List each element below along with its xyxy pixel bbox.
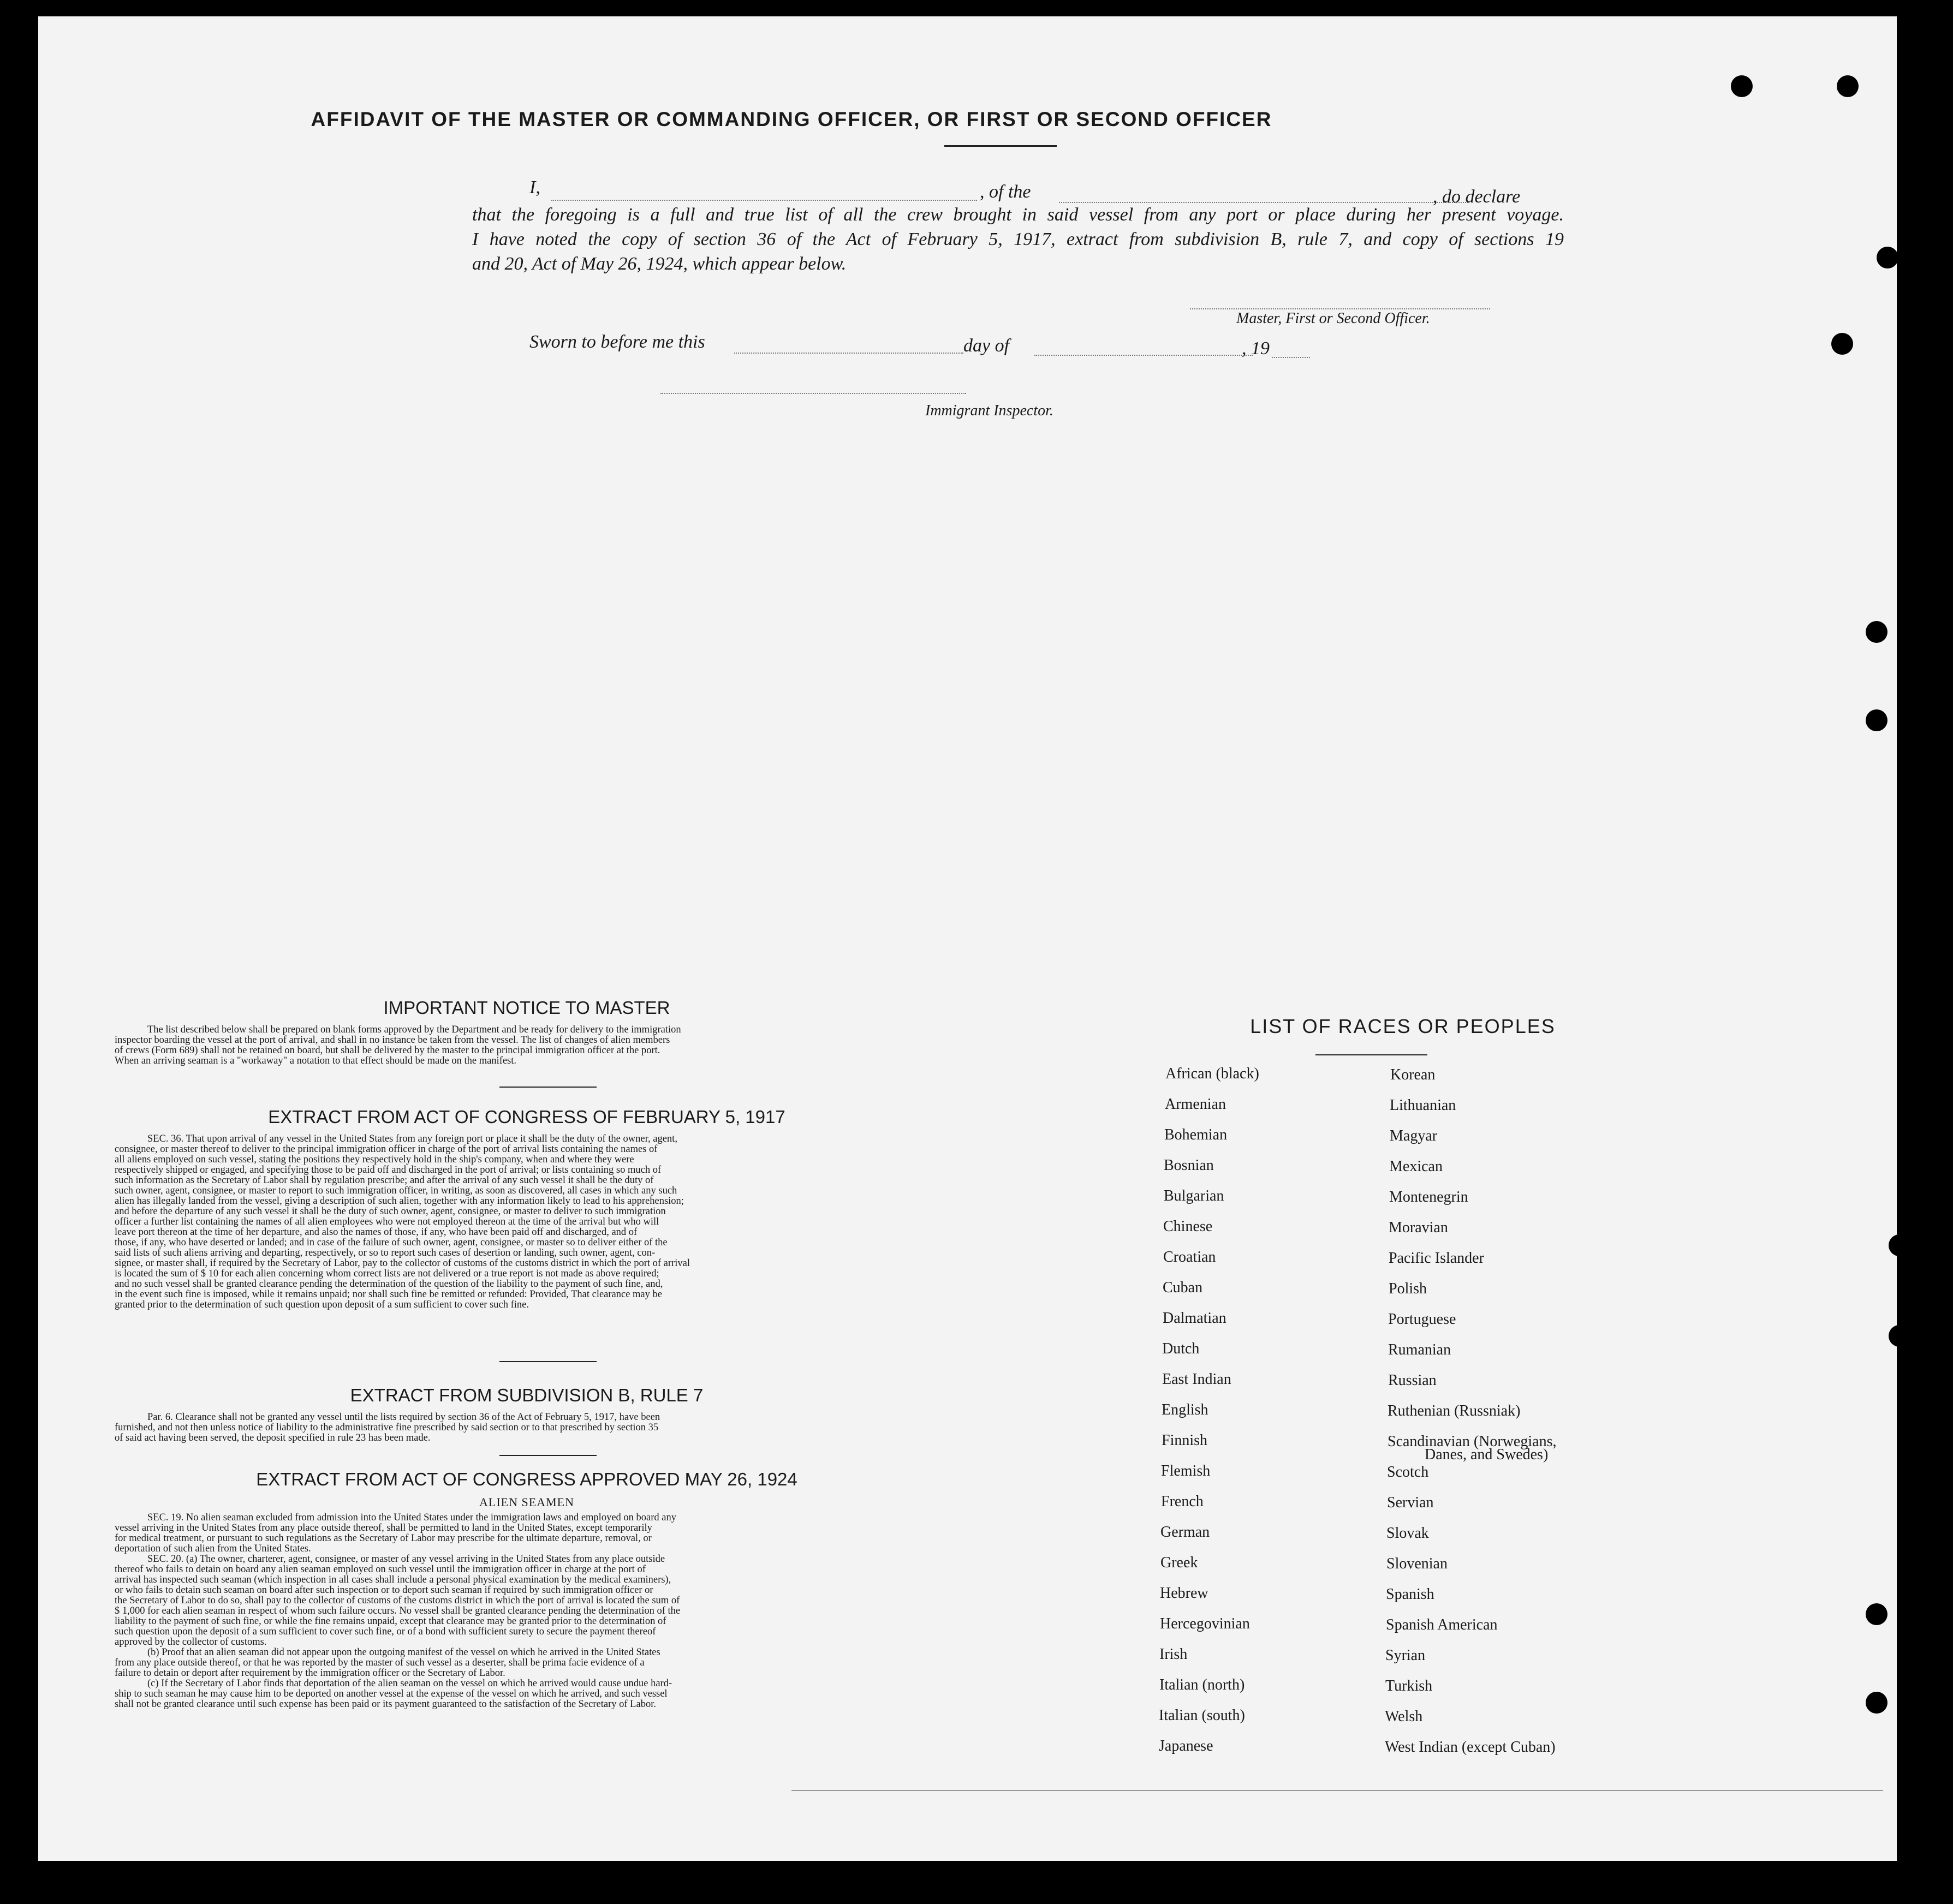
rule7-title: EXTRACT FROM SUBDIVISION B, RULE 7 [350,1385,704,1405]
punch-hole-icon [1866,709,1887,731]
race-item: Pacific Islander [1389,1250,1484,1267]
race-item: Polish [1389,1280,1427,1297]
sworn-month-blank[interactable] [1034,355,1253,356]
affidavit-i: I, [529,177,540,198]
race-item: Greek [1160,1554,1198,1571]
race-item: African (black) [1165,1065,1259,1082]
race-item: Lithuanian [1390,1097,1456,1114]
race-item: Cuban [1163,1279,1203,1296]
extract-1917-body: SEC. 36. That upon arrival of any vessel in the United States from any foreign port or place it shall be the duty of the owner, agent, consignee, or master thereof to deliver to the principal immigration officer in charge of the port of arrival lists containing the names of all aliens employed on such vessel, stating the positions they respectively hold in the ship's company, when and where they were respectively shipped or engaged, and specifying those to be paid off and discharged in the port of arrival; or lists containing so much of such information as the Secretary of Labor shall by regulation prescribe; and after the arrival of any such vessel it shall be the duty of such owner, agent, consignee, or master to report to such immigration officer, in writing, as soon as discovered, all cases in which any such alien has illegally landed from the vessel, giving a description of such alien, together with any information likely to lead to his apprehension; and before the departure of any such vessel it shall be the duty of such owner, agent, consignee, or master to deliver to such immigration officer a further list containing the names of all alien employees who were not employed thereon at the time of the arrival but who will leave port thereon at the time of her departure, and also the names of those, if any, who have been paid off and discharged, and of those, if any, who have deserted or landed; and in case of the failure of such owner, agent, consignee, or master so to deliver either of the said lists of such aliens arriving and departing, respectively, or so to report such cases of desertion or landing, such owner, agent, con- signee, or master shall, if required by the Secretary of Labor, pay to the collector of customs of the customs district in which the port of arrival is located the sum of $ 10 for each alien concerning whom correct lists are not delivered or a true report is not made as above required; and no such vessel shall be granted clearance pending the determination of the question of the liability to the payment of such fine, and, in the event such fine is imposed, while it remains unpaid; nor shall such fine be remitted or refunded: Provided, That clearance may be granted prior to the determination of such question upon deposit of a sum sufficient to cover such fine. [115,1133,690,1310]
affidavit-line-3: I have noted the copy of section 36 of the Act of February 5, 1917, extract from subdivision B, rule 7, and copy of sections 19 [472,229,1564,249]
extract-1924-title: EXTRACT FROM ACT OF CONGRESS APPROVED MAY 26, 1924 [256,1469,797,1489]
race-item: Mexican [1389,1158,1443,1175]
form-page [38,16,1897,1861]
extract-1917-rule [499,1361,597,1362]
name-blank[interactable] [551,200,977,201]
race-item: Flemish [1161,1463,1211,1479]
race-item: Hebrew [1160,1585,1208,1602]
year-blank[interactable] [1272,357,1310,358]
extract-1917-title: EXTRACT FROM ACT OF CONGRESS OF FEBRUARY 5, 1917 [268,1107,785,1127]
race-item: Moravian [1389,1219,1448,1236]
race-item: Armenian [1165,1096,1226,1113]
title-rule [944,145,1057,147]
race-item: Welsh [1385,1708,1423,1725]
race-item: Irish [1159,1646,1188,1663]
race-item: West Indian (except Cuban) [1385,1739,1556,1756]
race-item: East Indian [1162,1371,1231,1388]
race-item: English [1162,1401,1208,1418]
sworn-label: Sworn to before me this [529,332,705,352]
race-item: Scotch [1387,1464,1429,1481]
race-item: Bosnian [1164,1157,1214,1174]
day-of-label: day of [963,336,1010,356]
race-item: Syrian [1385,1647,1426,1664]
year-label: , 19 [1242,338,1270,359]
race-item: Portuguese [1388,1311,1456,1328]
affidavit-of-the: , of the [980,182,1031,202]
punch-hole-icon [1889,1234,1897,1256]
race-item: Croatian [1163,1249,1216,1266]
signature-blank[interactable] [1190,308,1490,309]
bottom-border-line [791,1790,1883,1791]
affidavit-line-2: that the foregoing is a full and true list of all the crew brought in said vessel from any port or place during her present voyage. [472,205,1564,225]
inspector-label: Immigrant Inspector. [925,402,1053,419]
race-item: Spanish [1386,1586,1434,1603]
race-item: Rumanian [1388,1341,1451,1358]
race-item: Danes, and Swedes) [1425,1446,1549,1463]
sworn-day-blank[interactable] [734,353,963,354]
inspector-signature-blank[interactable] [660,393,966,394]
notice-rule [499,1087,597,1088]
race-item: Russian [1388,1372,1437,1389]
race-item: Italian (north) [1159,1676,1245,1693]
race-item: Korean [1390,1066,1436,1083]
race-item: Servian [1387,1494,1434,1511]
race-item: Japanese [1159,1738,1213,1754]
notice-body: The list described below shall be prepared on blank forms approved by the Department and be ready for delivery to the immigration inspector boarding the vessel at the port of arrival, and shall in no instance be taken from the vessel. The list of changes of alien members of crews (Form 689) shall not be retained on board, but shall be delivered by the master to the principal immigration officer at the port. When an arriving seaman is a "workaway" a notation to that effect should be made on the manifest. [115,1024,681,1066]
race-item: Chinese [1163,1218,1213,1235]
punch-hole-icon [1889,1325,1897,1347]
race-item: Montenegrin [1389,1189,1468,1205]
race-item: Bulgarian [1164,1187,1224,1204]
rule7-rule [499,1455,597,1456]
race-item: Scandinavian (Norwegians, [1388,1433,1557,1450]
race-item: Spanish American [1386,1616,1498,1633]
affidavit-do-declare: , do declare [1433,187,1521,207]
extract-1924-subtitle: ALIEN SEAMEN [479,1495,574,1509]
punch-hole-icon [1866,621,1887,643]
race-item: Ruthenian (Russniak) [1388,1402,1521,1419]
extract-1924-body: SEC. 19. No alien seaman excluded from admission into the United States under the immigration laws and employed on board any vessel arriving in the United States from any place outside thereof, shall be permitted to land in the United States, except temporarily for medical treatment, or pursuant to such regulations as the Secretary of Labor may prescribe for the ultimate departure, removal, or deportation of such alien from the United States. SEC. 20. (a) The owner, charterer, agent, consignee, or master of any vessel arriving in the United States from any place outside thereof who fails to detain on board any alien seaman employed on such vessel until the immigration officer in charge at the port of arrival has inspected such seaman (which inspection in all cases shall include a personal physical examination by the medical examiners), or who fails to detain such seaman on board after such inspection or to deport such seaman if required by such immigration officer or the Secretary of Labor to do so, shall pay to the collector of customs of the customs district in which the port of arrival is located the sum of $ 1,000 for each alien seaman in respect of whom such failure occurs. No vessel shall be granted clearance pending the determination of the liability to the payment of such fine, or while the fine remains unpaid, except that clearance may be granted prior to the determination of such question upon the deposit of a sum sufficient to cover such fine, or of a bond with sufficient surety to secure the payment thereof approved by the collector of customs. (b) Proof that an alien seaman did not appear upon the outgoing manifest of the vessel on which he arrived in the United States from any place outside thereof, or that he was reported by the master of such vessel as a deserter, shall be prima facie evidence of a failure to detain or deport after requirement by the immigration officer or the Secretary of Labor. (c) If the Secretary of Labor finds that deportation of the alien seaman on the vessel on which he arrived would cause undue hard- ship to such seaman he may cause him to be deported on another vessel at the expense of the vessel on which he arrived, and such vessel shall not be granted clearance until such expense has been paid or its payment guaranteed to the satisfaction of the Secretary of Labor. [115,1512,681,1710]
punch-hole-icon [1837,75,1859,97]
signature-label: Master, First or Second Officer. [1236,310,1430,327]
punch-hole-icon [1866,1603,1887,1625]
rule7-body: Par. 6. Clearance shall not be granted any vessel until the lists required by section 36 of the Act of February 5, 1917, have been furnished, and not then unless notice of liability to the administrative fine prescribed by said section or to that prescribed by section 35 of said act having been served, the deposit specified in rule 23 has been made. [115,1412,660,1443]
punch-hole-icon [1831,333,1853,355]
affidavit-title: AFFIDAVIT OF THE MASTER OR COMMANDING OFFICER, OR FIRST OR SECOND OFFICER [311,108,1272,130]
race-item: Dutch [1162,1340,1200,1357]
race-item: Bohemian [1164,1126,1228,1143]
race-item: Slovenian [1386,1555,1448,1572]
notice-title: IMPORTANT NOTICE TO MASTER [383,998,670,1018]
race-item: Hercegovinian [1160,1615,1250,1632]
race-item: Dalmatian [1163,1310,1226,1327]
race-item: Slovak [1386,1525,1429,1542]
race-item: Finnish [1162,1432,1208,1449]
races-rule [1315,1054,1427,1055]
punch-hole-icon [1731,75,1753,97]
races-title: LIST OF RACES OR PEOPLES [1250,1015,1556,1037]
vessel-blank[interactable] [1059,202,1468,203]
affidavit-line-4: and 20, Act of May 26, 1924, which appear below. [472,254,847,274]
race-item: Magyar [1390,1127,1438,1144]
race-item: Turkish [1385,1678,1433,1694]
race-item: German [1160,1524,1210,1541]
race-item: Italian (south) [1159,1707,1245,1724]
race-item: French [1161,1493,1204,1510]
punch-hole-icon [1877,247,1897,268]
punch-hole-icon [1866,1692,1887,1714]
